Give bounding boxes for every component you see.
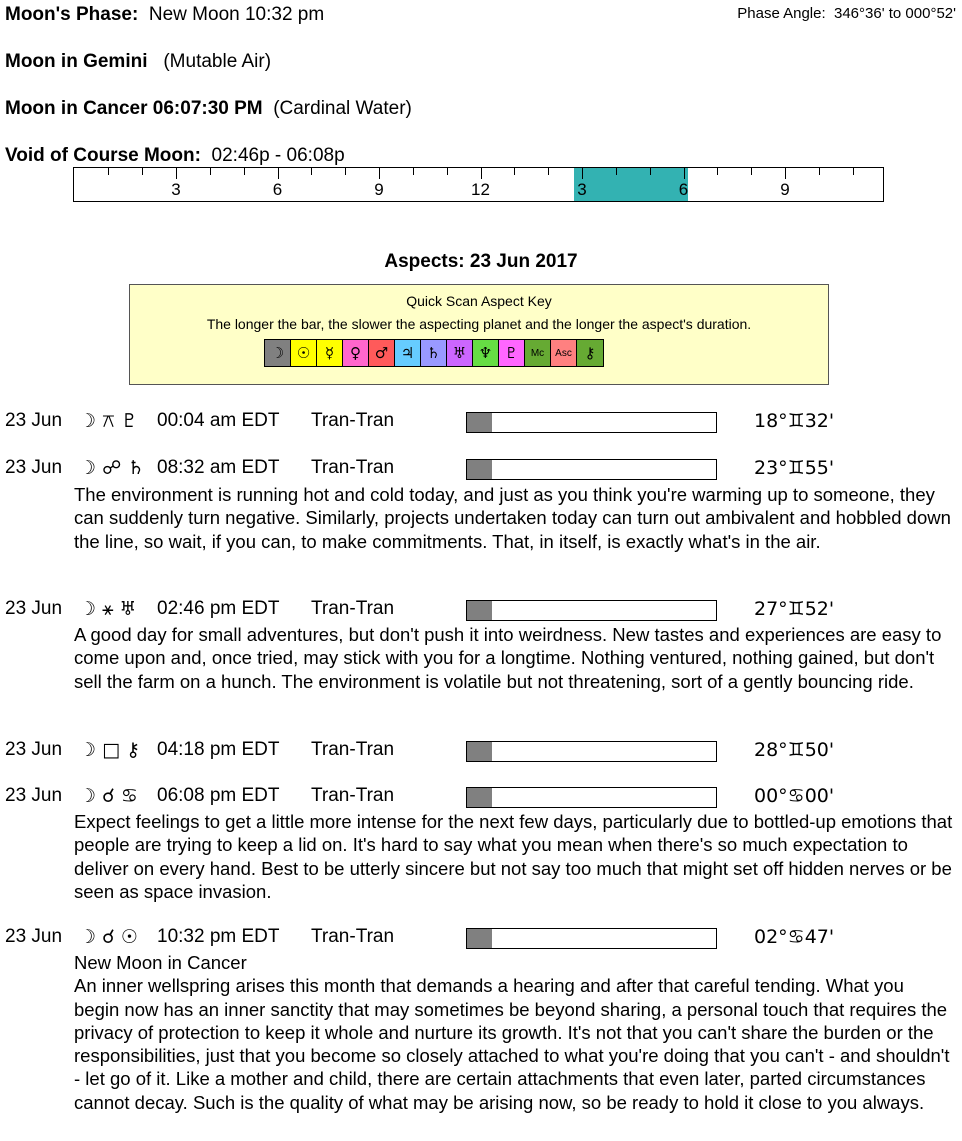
timeline-hour-label: 9 — [780, 180, 790, 199]
timeline-tick — [684, 168, 685, 179]
timeline-tick — [311, 168, 312, 175]
timeline-tick — [650, 168, 651, 175]
aspect-key-cells — [264, 339, 604, 367]
phase-angle-label: Phase Angle: — [737, 5, 826, 22]
timeline-tick — [413, 168, 414, 175]
timeline-tick — [244, 168, 245, 175]
aspect-position: 28°♊50' — [754, 739, 835, 761]
moon-key-cell: ☽ — [265, 340, 291, 366]
aspect-type: Tran-Tran — [311, 785, 395, 806]
phase-angle-line — [737, 5, 956, 22]
void-of-course-line — [5, 145, 345, 167]
aspect-date: 23 Jun — [5, 410, 63, 431]
aspect-duration-bar — [466, 787, 717, 808]
aspect-type: Tran-Tran — [311, 739, 395, 760]
aspect-time: 10:32 pm EDT — [157, 926, 280, 947]
aspect-glyphs: ☽ ☍ ♄ — [79, 457, 145, 479]
moon-sign-2-quality: (Cardinal Water) — [273, 98, 412, 119]
timeline-hour-label: 9 — [374, 180, 384, 199]
aspect-position: 23°♊55' — [754, 457, 835, 479]
aspect-interpretation: The environment is running hot and cold today, and just as you think you're warming up to someone, they can suddenly turn negative. Similarly, projects undertaken today can turn out ambivalent and hobbled down the line, so wait, if you can, to make commitments. That, in itself, is exactly what's in the air. — [74, 484, 951, 552]
aspect-time: 04:18 pm EDT — [157, 739, 280, 760]
timeline-tick — [481, 168, 482, 179]
ascendant-key-cell: Asc — [551, 340, 577, 366]
aspect-duration-fill — [467, 929, 492, 948]
aspect-key-box — [129, 284, 829, 385]
timeline-tick — [717, 168, 718, 175]
aspect-time: 00:04 am EDT — [157, 410, 280, 431]
timeline-tick — [278, 168, 279, 179]
timeline-tick — [751, 168, 752, 175]
aspect-key-title: Quick Scan Aspect Key — [406, 293, 552, 309]
jupiter-key-cell: ♃ — [395, 340, 421, 366]
aspect-subtitle: New Moon in Cancer — [74, 952, 247, 973]
pluto-key-cell: ♇ — [499, 340, 525, 366]
moon-phase-line — [5, 4, 324, 26]
aspect-position: 00°♋00' — [754, 785, 835, 807]
aspect-duration-fill — [467, 788, 492, 807]
timeline-hour-label: 6 — [272, 180, 283, 199]
neptune-key-cell: ♆ — [473, 340, 499, 366]
aspects-title: Aspects: 23 Jun 2017 — [384, 251, 578, 272]
moon-sign-line-1 — [5, 51, 271, 73]
timeline-hour-label: 12 — [471, 180, 490, 199]
timeline-hour-label: 3 — [171, 180, 181, 199]
aspect-glyphs: ☽ ⚻ ♇ — [79, 410, 138, 432]
timeline-hour-label: 3 — [577, 180, 587, 199]
aspect-date: 23 Jun — [5, 457, 63, 478]
aspect-type: Tran-Tran — [311, 598, 395, 619]
aspect-date: 23 Jun — [5, 598, 63, 619]
aspect-duration-fill — [467, 460, 492, 479]
uranus-key-cell: ♅ — [447, 340, 473, 366]
aspect-duration-bar — [466, 600, 717, 621]
aspect-type: Tran-Tran — [311, 457, 395, 478]
venus-key-cell: ♀ — [343, 340, 369, 366]
aspect-duration-fill — [467, 601, 492, 620]
aspect-date: 23 Jun — [5, 926, 63, 947]
aspect-interpretation: A good day for small adventures, but don't push it into weirdness. New tastes and experiences are easy to come upon and, once tried, may stick with you for a longtime. Nothing ventured, nothing gained, but don't sell the farm on a hunch. The environment is volatile but not threatening, sort of a gently bouncing ride. — [74, 624, 942, 692]
moon-sign-1-quality: (Mutable Air) — [163, 51, 272, 72]
aspect-duration-bar — [466, 459, 717, 480]
aspect-time: 02:46 pm EDT — [157, 598, 280, 619]
aspect-duration-fill — [467, 742, 492, 761]
aspect-key-description: The longer the bar, the slower the aspecting planet and the longer the aspect's duration. — [206, 316, 752, 332]
timeline-tick — [582, 168, 583, 179]
void-of-course-highlight — [574, 168, 688, 201]
aspect-glyphs: ☽ □ ⚷ — [79, 739, 140, 761]
aspect-date: 23 Jun — [5, 739, 63, 760]
timeline-tick — [108, 168, 109, 175]
timeline-tick — [853, 168, 854, 175]
timeline-tick — [142, 168, 143, 175]
timeline-hour-label: 6 — [678, 180, 689, 199]
aspect-duration-bar — [466, 928, 717, 949]
aspect-glyphs: ☽ ☌ ☉ — [79, 926, 138, 948]
timeline-tick — [447, 168, 448, 175]
timeline-tick — [345, 168, 346, 175]
aspect-glyphs: ☽ ☌ ♋ — [79, 785, 138, 807]
aspect-position: 18°♊32' — [754, 410, 835, 432]
timeline-tick — [379, 168, 380, 179]
timeline-tick — [819, 168, 820, 175]
aspect-date: 23 Jun — [5, 785, 63, 806]
moon-sign-1-label: Moon in Gemini — [5, 51, 148, 72]
aspect-time: 06:08 pm EDT — [157, 785, 280, 806]
timeline-tick — [210, 168, 211, 175]
void-of-course-value: 02:46p - 06:08p — [211, 145, 345, 166]
aspect-duration-fill — [467, 413, 492, 432]
aspect-glyphs: ☽ ⚹ ♅ — [79, 598, 137, 620]
timeline-tick — [616, 168, 617, 175]
moon-phase-value: New Moon 10:32 pm — [148, 4, 325, 25]
aspect-time: 08:32 am EDT — [157, 457, 280, 478]
void-of-course-label: Void of Course Moon: — [5, 145, 201, 166]
mars-key-cell: ♂ — [369, 340, 395, 366]
mercury-key-cell: ☿ — [317, 340, 343, 366]
sun-key-cell: ☉ — [291, 340, 317, 366]
timeline-tick — [548, 168, 549, 175]
aspect-type: Tran-Tran — [311, 926, 395, 947]
aspect-interpretation: Expect feelings to get a little more intense for the next few days, particularly due to bottled-up emotions that people are trying to keep a lid on. It's hard to say what you mean when there's so much expectation to deliver on every hand. Best to be utterly sincere but not say too much that might set off hidden nerves or be seen as space invasion. — [74, 811, 953, 902]
moon-sign-line-2 — [5, 98, 412, 120]
aspect-type: Tran-Tran — [311, 410, 395, 431]
aspect-position: 02°♋47' — [754, 926, 835, 948]
moon-sign-2-label: Moon in Cancer 06:07:30 PM — [5, 98, 263, 119]
timeline-tick — [176, 168, 177, 179]
saturn-key-cell: ♄ — [421, 340, 447, 366]
chiron-key-cell: ⚷ — [577, 340, 603, 366]
midheaven-key-cell: Mc — [525, 340, 551, 366]
void-of-course-timeline — [73, 167, 884, 202]
timeline-tick — [785, 168, 786, 179]
aspect-duration-bar — [466, 412, 717, 433]
aspect-position: 27°♊52' — [754, 598, 835, 620]
timeline-tick — [514, 168, 515, 175]
aspect-duration-bar — [466, 741, 717, 762]
moon-phase-label: Moon's Phase: — [5, 4, 139, 25]
phase-angle-value: 346°36' to 000°52' — [834, 5, 956, 22]
aspect-interpretation: An inner wellspring arises this month that demands a hearing and after that careful tending. What you begin now has an inner sanctity that may sometimes be beyond sharing, a personal touch that requires the privacy of protection to keep it whole and nurture its growth. It's not that you can't share the burden or the responsibilities, just that you become so closely attached to what you're doing that you can't - and shouldn't - let go of it. Like a mother and child, there are certain attachments that even later, parted circumstances cannot decay. Such is the quality of what may be arising now, so be ready to hold it close to you always. — [74, 975, 950, 1113]
